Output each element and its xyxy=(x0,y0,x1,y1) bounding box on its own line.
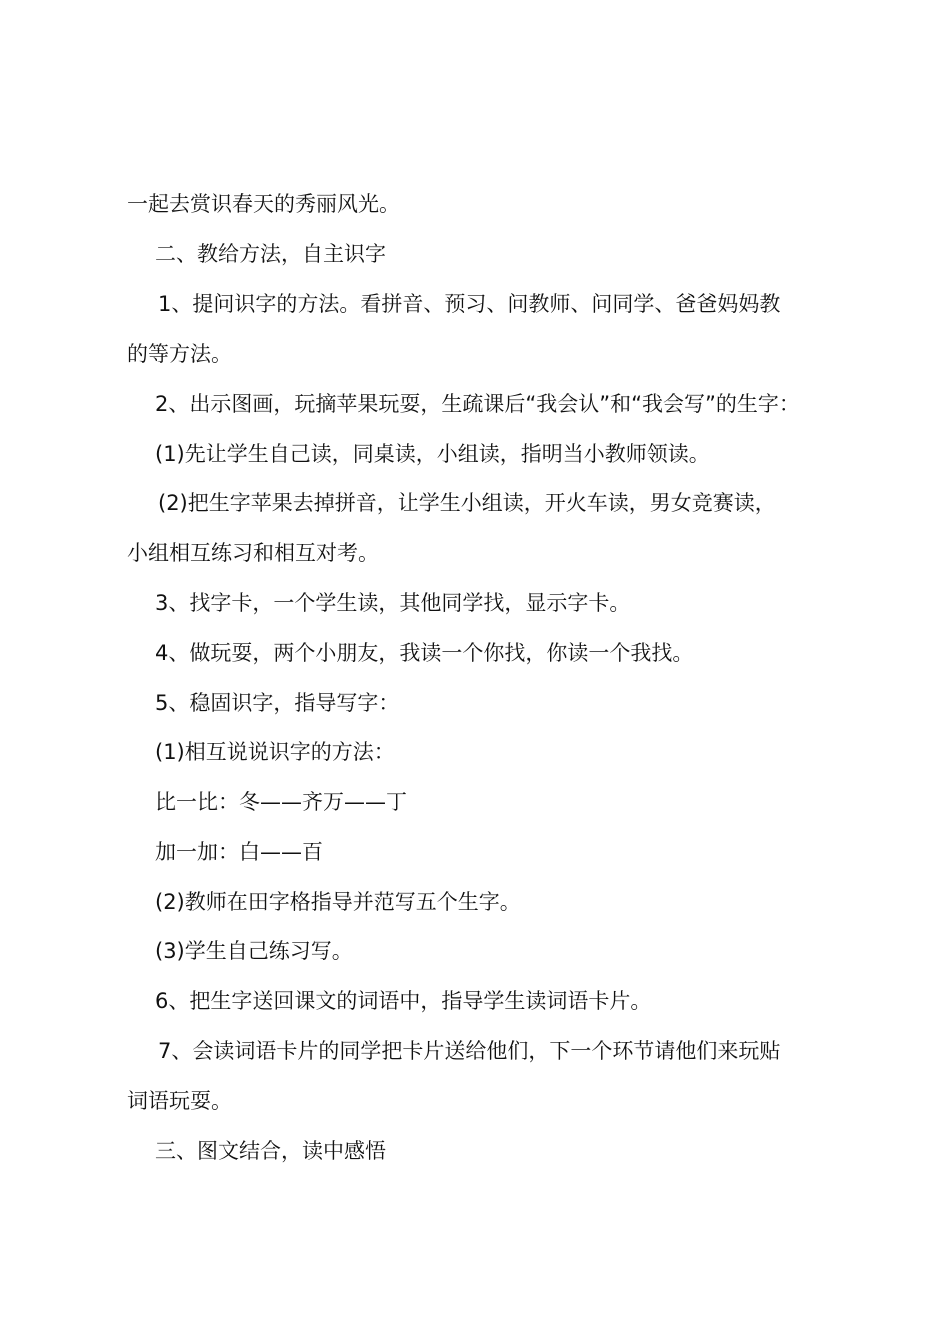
paragraph-line: 1、提问识字的方法。看拼音、预习、问教师、问同学、爸爸妈妈教 xyxy=(158,292,781,316)
paragraph-line: 小组相互练习和相互对考。 xyxy=(127,541,379,565)
paragraph-line: (3)学生自己练习写。 xyxy=(155,939,353,963)
paragraph-line: (2)把生字苹果去掉拼音，让学生小组读，开火车读，男女竞赛读， xyxy=(158,491,776,515)
paragraph-line: 2、出示图画，玩摘苹果玩耍，生疏课后“我会认”和“我会写”的生字： xyxy=(155,392,800,416)
paragraph-line: 的等方法。 xyxy=(127,342,232,366)
paragraph-line: 比一比：冬——齐万——丁 xyxy=(155,790,407,814)
paragraph-line: 4、做玩耍，两个小朋友，我读一个你找，你读一个我找。 xyxy=(155,641,694,665)
paragraph-line: 7、会读词语卡片的同学把卡片送给他们，下一个环节请他们来玩贴 xyxy=(158,1039,781,1063)
paragraph-line: 加一加：白——百 xyxy=(155,840,323,864)
section-heading: 三、图文结合，读中感悟 xyxy=(155,1139,386,1163)
paragraph-line: 6、把生字送回课文的词语中，指导学生读词语卡片。 xyxy=(155,989,652,1013)
paragraph-line: (2)教师在田字格指导并范写五个生字。 xyxy=(155,890,521,914)
paragraph-line: 5、稳固识字，指导写字： xyxy=(155,691,400,715)
paragraph-line: (1)相互说说识字的方法： xyxy=(155,740,395,764)
paragraph-line: 3、找字卡，一个学生读，其他同学找，显示字卡。 xyxy=(155,591,631,615)
paragraph-line: 一起去赏识春天的秀丽风光。 xyxy=(127,192,400,216)
section-heading: 二、教给方法，自主识字 xyxy=(155,242,386,266)
paragraph-line: 词语玩耍。 xyxy=(127,1089,232,1113)
paragraph-line: (1)先让学生自己读，同桌读，小组读，指明当小教师领读。 xyxy=(155,442,710,466)
